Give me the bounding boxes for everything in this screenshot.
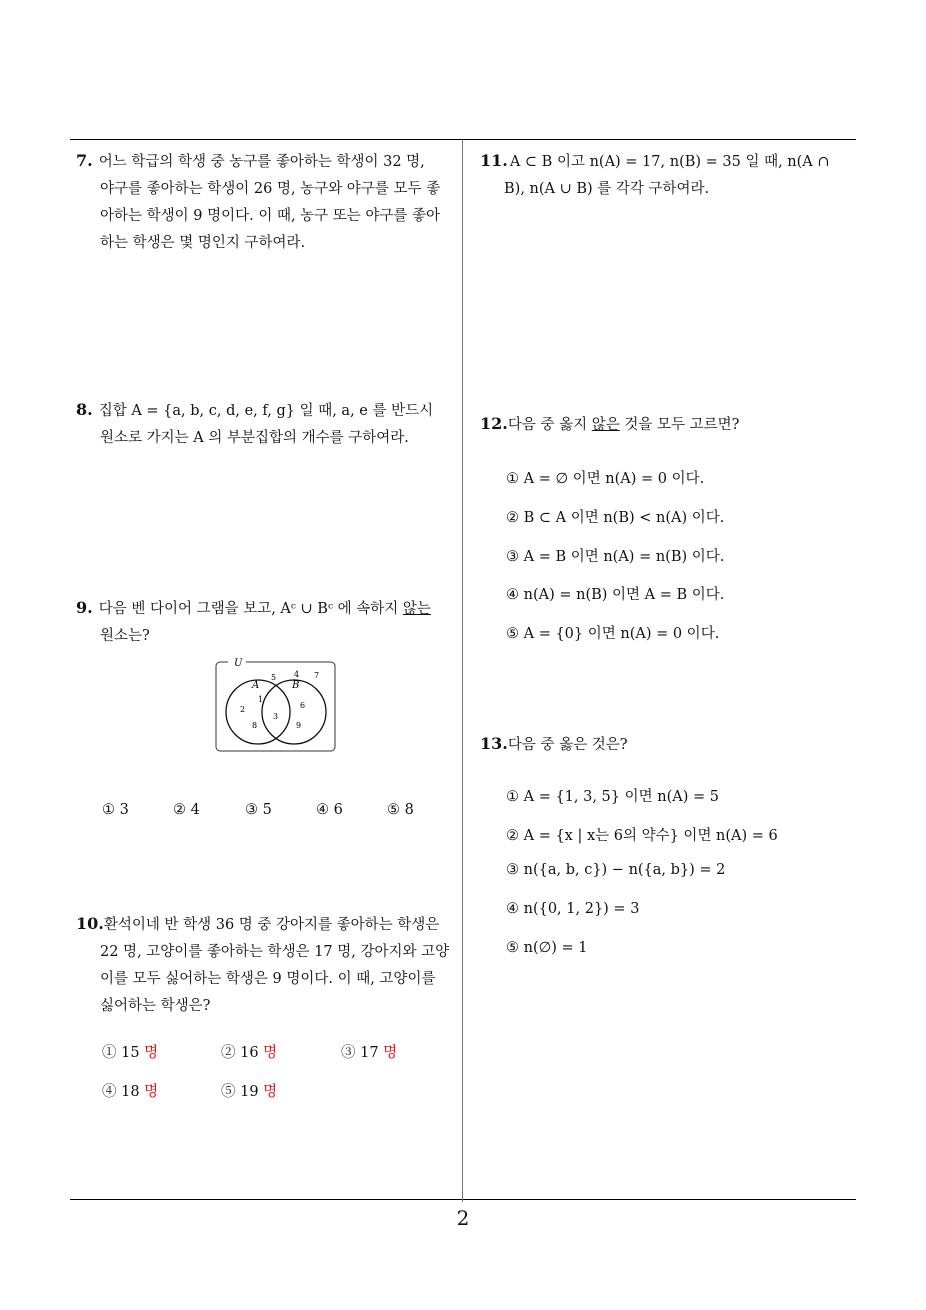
question-text: 다음 중 옳은 것은?	[507, 737, 628, 753]
question-number: 9.	[76, 598, 93, 617]
question-number: 13.	[480, 734, 508, 753]
bottom-rule	[70, 1199, 856, 1200]
question-text: 아하는 학생이 9 명이다. 이 때, 농구 또는 야구를 좋아	[100, 208, 441, 224]
underlined-word: 않은	[591, 417, 620, 433]
choice-1[interactable]: ① 3	[102, 802, 129, 818]
choice-4[interactable]: ④ 6	[316, 802, 343, 818]
question-text: 원소로 가지는 A 의 부분집합의 개수를 구하여라.	[100, 430, 409, 446]
question-number: 8.	[76, 400, 93, 419]
venn-element: 5	[271, 673, 277, 682]
choice-3[interactable]: ③ n({a, b, c}) − n({a, b}) = 2	[506, 862, 726, 878]
choice-label: ③ 17	[341, 1045, 379, 1061]
venn-element: 6	[300, 701, 306, 710]
question-text: A ⊂ B 이고 n(A) = 17, n(B) = 35 일 때, n(A ∩	[509, 154, 830, 170]
question-text: 야구를 좋아하는 학생이 26 명, 농구와 야구를 모두 좋	[100, 181, 441, 197]
question-number: 11.	[480, 151, 508, 170]
choice-5[interactable]: ⑤ A = {0} 이면 n(A) = 0 이다.	[506, 626, 720, 642]
venn-element: 4	[294, 670, 300, 679]
choice-1[interactable]: ① A = {1, 3, 5} 이면 n(A) = 5	[506, 789, 719, 805]
venn-element: 1	[258, 695, 264, 704]
question-text: 집합 A = {a, b, c, d, e, f, g} 일 때, a, e 를 반드시	[98, 403, 434, 419]
question-text: 것을 모두 고르면?	[619, 417, 740, 433]
venn-label-u: U	[234, 658, 243, 669]
choice-4[interactable]: ④ n({0, 1, 2}) = 3	[506, 901, 640, 917]
venn-label-b: B	[292, 680, 300, 691]
question-text: 이를 모두 싫어하는 학생은 9 명이다. 이 때, 고양이를	[100, 971, 436, 987]
top-rule	[70, 139, 856, 140]
question-text: 싫어하는 학생은?	[100, 998, 211, 1014]
question-13	[480, 730, 860, 759]
venn-element: 3	[273, 712, 279, 721]
venn-element: 7	[314, 671, 320, 680]
column-divider	[462, 140, 463, 1202]
question-text: 환석이네 반 학생 36 명 중 강아지를 좋아하는 학생은	[103, 917, 440, 933]
choice-5[interactable]: ⑤ n(∅) = 1	[506, 940, 588, 956]
choice-label: ④ 18	[102, 1084, 140, 1100]
choice-2[interactable]: ② B ⊂ A 이면 n(B) < n(A) 이다.	[506, 510, 725, 526]
choice-5[interactable]: ⑤ 8	[387, 802, 414, 818]
venn-element: 2	[240, 705, 246, 714]
question-number: 7.	[76, 151, 93, 170]
choice-3[interactable]	[341, 1041, 397, 1062]
choice-3[interactable]: ③ 5	[245, 802, 272, 818]
venn-diagram	[214, 656, 338, 756]
question-10	[76, 910, 461, 1020]
question-text: 다음 벤 다이어 그램을 보고, Aᶜ ∪ Bᶜ 에 속하지	[98, 601, 403, 617]
choice-2[interactable]	[221, 1041, 277, 1062]
venn-element: 9	[296, 721, 302, 730]
question-7	[76, 147, 461, 257]
question-11	[480, 147, 865, 203]
venn-label-a: A	[252, 680, 260, 691]
question-number: 10.	[76, 914, 104, 933]
choice-label: ② 16	[221, 1045, 259, 1061]
question-text: 다음 중 옳지	[507, 417, 592, 433]
choice-4[interactable]	[102, 1080, 158, 1101]
choice-5[interactable]	[221, 1080, 277, 1101]
question-text: 어느 학급의 학생 중 농구를 좋아하는 학생이 32 명,	[98, 154, 425, 170]
choice-3[interactable]: ③ A = B 이면 n(A) = n(B) 이다.	[506, 549, 725, 565]
choice-1[interactable]	[102, 1041, 158, 1062]
question-8	[76, 396, 461, 452]
question-12	[480, 410, 860, 439]
venn-element: 8	[252, 721, 258, 730]
choice-unit: 명	[144, 1045, 159, 1061]
choice-4[interactable]: ④ n(A) = n(B) 이면 A = B 이다.	[506, 587, 725, 603]
choice-1[interactable]: ① A = ∅ 이면 n(A) = 0 이다.	[506, 471, 705, 487]
choice-2[interactable]: ② A = {x | x는 6의 약수} 이면 n(A) = 6	[506, 828, 778, 844]
question-9	[76, 594, 461, 650]
question-text: 원소는?	[100, 628, 150, 644]
choice-unit: 명	[263, 1084, 278, 1100]
choice-2[interactable]: ② 4	[173, 802, 200, 818]
page-number: 2	[456, 1206, 470, 1230]
question-text: B), n(A ∪ B) 를 각각 구하여라.	[504, 181, 710, 197]
choice-unit: 명	[383, 1045, 398, 1061]
underlined-word: 않는	[402, 601, 431, 617]
question-text: 22 명, 고양이를 좋아하는 학생은 17 명, 강아지와 고양	[100, 944, 450, 960]
question-text: 하는 학생은 몇 명인지 구하여라.	[100, 235, 306, 251]
choice-unit: 명	[263, 1045, 278, 1061]
question-number: 12.	[480, 414, 508, 433]
choice-unit: 명	[144, 1084, 159, 1100]
choice-label: ① 15	[102, 1045, 140, 1061]
choice-label: ⑤ 19	[221, 1084, 259, 1100]
